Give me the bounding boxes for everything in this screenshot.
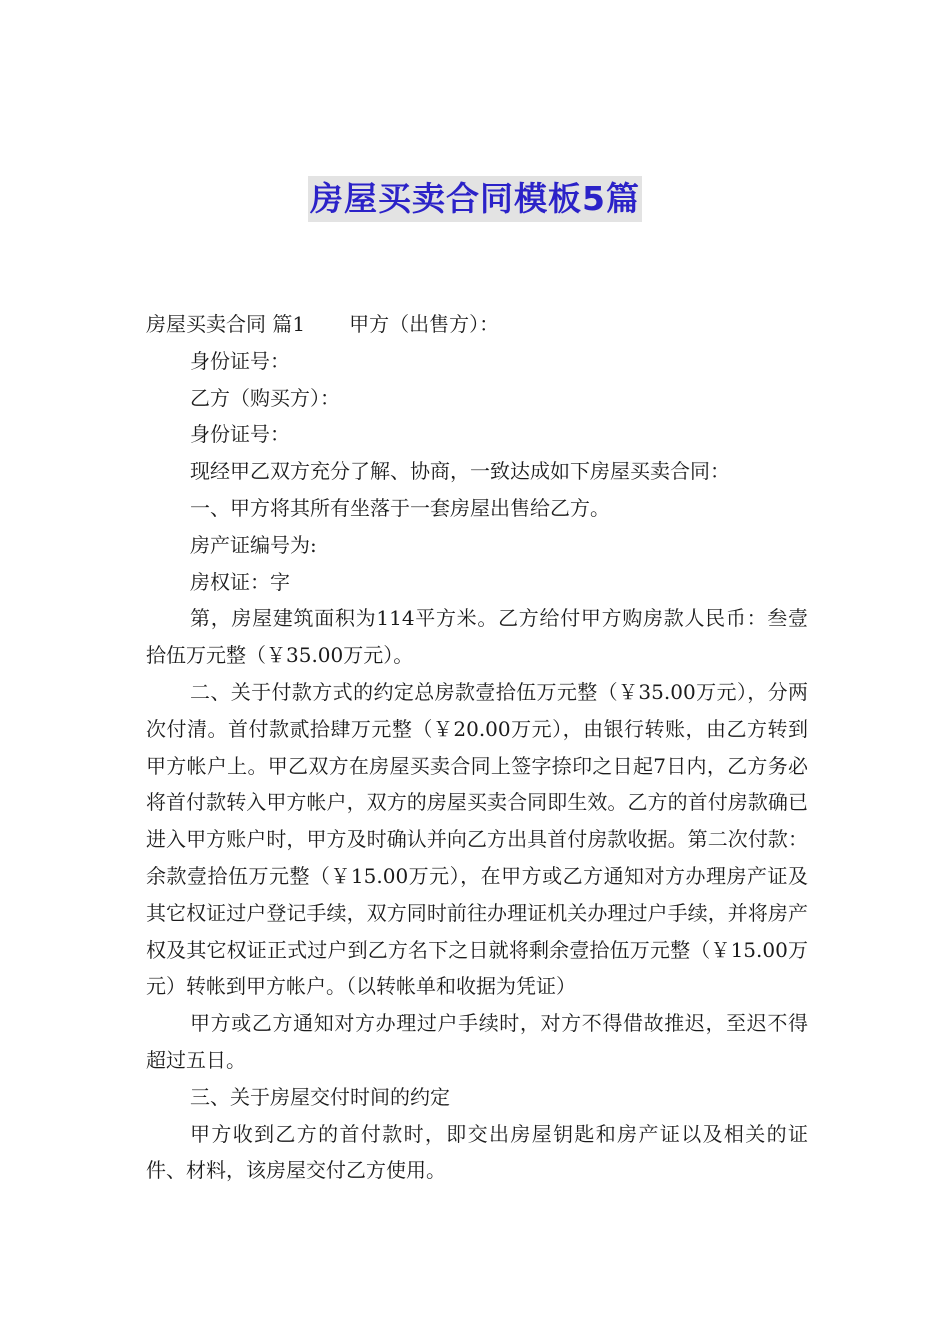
paragraph-agreement-intro: 现经甲乙双方充分了解、协商，一致达成如下房屋买卖合同： [190, 459, 730, 484]
title-container [0, 176, 950, 222]
paragraph-certificate-number: 房产证编号为: [190, 532, 317, 557]
paragraph-id-number-a: 身份证号： [190, 348, 290, 373]
document-title: 房屋买卖合同模板5篇 [308, 176, 642, 222]
paragraph-delivery: 甲方收到乙方的首付款时，即交出房屋钥匙和房产证以及相关的证件、材料，该房屋交付乙方使用。 [146, 1121, 808, 1183]
paragraph-property-right: 房权证：字 [190, 569, 290, 594]
paragraph-transfer-deadline: 甲方或乙方通知对方办理过户手续时，对方不得借故推迟，至迟不得超过五日。 [146, 1011, 808, 1072]
paragraph-clause-2-payment: 二、关于付款方式的约定总房款壹拾伍万元整（￥35.00万元），分两次付清。首付款贰拾肆万元整（￥20.00万元），由银行转账，由乙方转到甲方帐户上。甲乙双方在房屋买卖合同上签字捺印之日起7日内，乙方务必将首付款转入甲方帐户，双方的房屋买卖合同即生效。乙方的首付房款确已进入甲方账户时，甲方及时确认并向乙方出具首付房款收据。第二次付款：余款壹拾伍万元整（￥15.00万元），在甲方或乙方通知对方办理房产证及其它权证过户登记手续，双方同时前往办理证机关办理过户手续，并将房产权及其它权证正式过户到乙方名下之日就将剩余壹拾伍万元整（￥15.00万元）转帐到甲方帐户。（以转帐单和收据为凭证） [146, 679, 808, 999]
paragraph-clause-1: 一、甲方将其所有坐落于一套房屋出售给乙方。 [190, 495, 610, 520]
paragraph-party-b: 乙方（购买方）： [190, 385, 340, 410]
paragraph-clause-3-heading: 三、关于房屋交付时间的约定 [190, 1084, 450, 1109]
document-body [146, 306, 808, 1189]
contract-heading: 房屋买卖合同 篇1 [146, 312, 306, 336]
contract-first-line [146, 306, 808, 343]
party-a-label: 甲方（出售方）： [349, 312, 500, 336]
paragraph-id-number-b: 身份证号： [190, 422, 290, 447]
paragraph-area-price: 第，房屋建筑面积为114平方米。乙方给付甲方购房款人民币：叁壹拾伍万元整（￥35.00万元）。 [146, 606, 808, 668]
